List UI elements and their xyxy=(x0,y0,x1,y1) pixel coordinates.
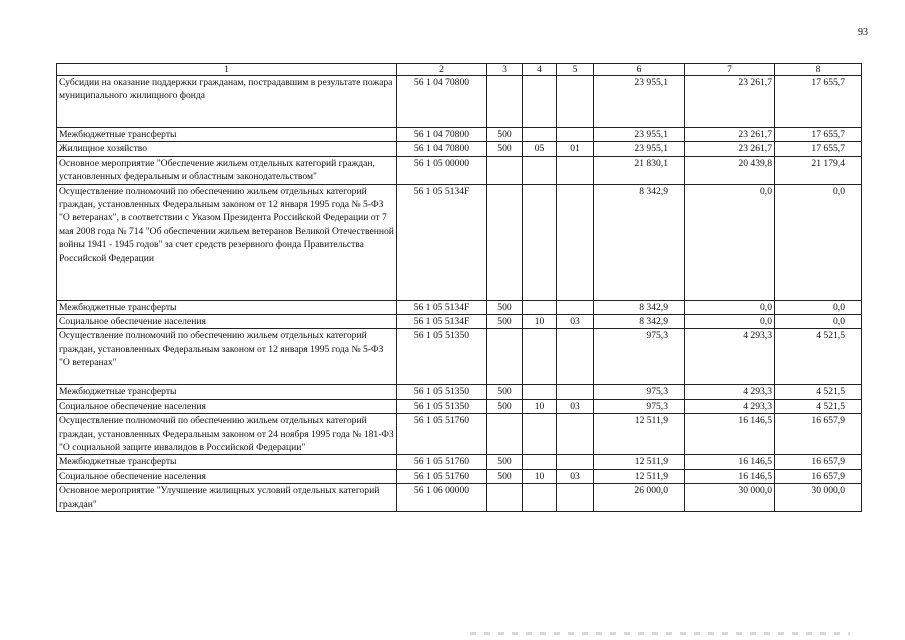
row-pr: 01 xyxy=(557,142,594,156)
row-code: 56 1 05 51350 xyxy=(397,399,487,413)
table-row xyxy=(57,469,862,483)
table-row xyxy=(57,128,862,142)
row-value-6: 975,3 xyxy=(594,329,685,385)
row-value-8: 0,0 xyxy=(775,315,862,329)
table-row xyxy=(57,142,862,156)
row-code: 56 1 05 51760 xyxy=(397,455,487,469)
row-value-7: 16 146,5 xyxy=(685,455,775,469)
row-code: 56 1 06 00000 xyxy=(397,484,487,512)
table-row xyxy=(57,399,862,413)
row-value-7: 0,0 xyxy=(685,315,775,329)
row-pr: 03 xyxy=(557,399,594,413)
row-rz: 10 xyxy=(523,469,557,483)
row-rz: 10 xyxy=(523,315,557,329)
row-rz xyxy=(523,156,557,184)
row-name: Социальное обеспечение населения xyxy=(57,399,397,413)
table-row xyxy=(57,484,862,512)
row-rz: 05 xyxy=(523,142,557,156)
row-rz xyxy=(523,300,557,314)
row-vr xyxy=(487,414,523,455)
header-col-7: 7 xyxy=(685,64,775,76)
header-col-4: 4 xyxy=(523,64,557,76)
row-rz xyxy=(523,455,557,469)
row-value-6: 23 955,1 xyxy=(594,76,685,128)
row-name: Основное мероприятие "Улучшение жилищных условий отдельных категорий граждан" xyxy=(57,484,397,512)
row-rz xyxy=(523,329,557,385)
table-row xyxy=(57,385,862,399)
row-pr xyxy=(557,455,594,469)
row-rz xyxy=(523,128,557,142)
header-col-1: 1 xyxy=(57,64,397,76)
row-value-6: 12 511,9 xyxy=(594,469,685,483)
row-vr: 500 xyxy=(487,128,523,142)
row-value-6: 8 342,9 xyxy=(594,184,685,300)
row-name: Осуществление полномочий по обеспечению жильем отдельных категорий граждан, установленных Федеральным законом от 24 ноября 1995 года № 181-ФЗ "О социальной защите инвалидов в Российской Федерации" xyxy=(57,414,397,455)
row-value-8: 16 657,9 xyxy=(775,455,862,469)
row-value-6: 26 000,0 xyxy=(594,484,685,512)
page-number: 93 xyxy=(858,27,868,38)
row-code: 56 1 05 51760 xyxy=(397,469,487,483)
row-name: Межбюджетные трансферты xyxy=(57,128,397,142)
row-pr: 03 xyxy=(557,469,594,483)
row-value-6: 23 955,1 xyxy=(594,128,685,142)
row-value-7: 4 293,3 xyxy=(685,329,775,385)
row-name: Межбюджетные трансферты xyxy=(57,455,397,469)
row-vr xyxy=(487,156,523,184)
row-pr xyxy=(557,329,594,385)
table-row xyxy=(57,329,862,385)
row-pr xyxy=(557,385,594,399)
row-vr xyxy=(487,184,523,300)
row-name: Социальное обеспечение населения xyxy=(57,315,397,329)
row-value-6: 975,3 xyxy=(594,385,685,399)
row-value-7: 16 146,5 xyxy=(685,469,775,483)
row-vr xyxy=(487,329,523,385)
row-value-7: 4 293,3 xyxy=(685,399,775,413)
row-name: Субсидии на оказание поддержки гражданам, пострадавшим в результате пожара муниципального жилищного фонда xyxy=(57,76,397,128)
row-name: Социальное обеспечение населения xyxy=(57,469,397,483)
row-code: 56 1 05 5134F xyxy=(397,184,487,300)
row-pr xyxy=(557,128,594,142)
header-col-2: 2 xyxy=(397,64,487,76)
row-pr xyxy=(557,414,594,455)
row-value-6: 12 511,9 xyxy=(594,414,685,455)
row-value-8: 30 000,0 xyxy=(775,484,862,512)
row-value-7: 23 261,7 xyxy=(685,76,775,128)
row-value-8: 16 657,9 xyxy=(775,469,862,483)
row-pr xyxy=(557,76,594,128)
table-row xyxy=(57,414,862,455)
row-value-7: 23 261,7 xyxy=(685,128,775,142)
row-vr: 500 xyxy=(487,300,523,314)
header-col-8: 8 xyxy=(775,64,862,76)
row-vr: 500 xyxy=(487,315,523,329)
row-pr: 03 xyxy=(557,315,594,329)
row-code: 56 1 04 70800 xyxy=(397,142,487,156)
row-value-8: 17 655,7 xyxy=(775,128,862,142)
row-code: 56 1 05 5134F xyxy=(397,315,487,329)
budget-table xyxy=(56,63,862,512)
table-row xyxy=(57,315,862,329)
row-code: 56 1 05 51350 xyxy=(397,385,487,399)
row-value-8: 16 657,9 xyxy=(775,414,862,455)
row-value-8: 4 521,5 xyxy=(775,385,862,399)
row-vr: 500 xyxy=(487,385,523,399)
header-col-3: 3 xyxy=(487,64,523,76)
table-row xyxy=(57,76,862,128)
row-value-8: 0,0 xyxy=(775,300,862,314)
row-vr: 500 xyxy=(487,142,523,156)
row-value-6: 8 342,9 xyxy=(594,300,685,314)
row-value-7: 0,0 xyxy=(685,300,775,314)
row-code: 56 1 05 5134F xyxy=(397,300,487,314)
row-vr xyxy=(487,484,523,512)
row-rz xyxy=(523,385,557,399)
row-value-7: 16 146,5 xyxy=(685,414,775,455)
row-code: 56 1 04 70800 xyxy=(397,76,487,128)
row-value-6: 8 342,9 xyxy=(594,315,685,329)
row-value-8: 21 179,4 xyxy=(775,156,862,184)
row-rz: 10 xyxy=(523,399,557,413)
header-col-6: 6 xyxy=(594,64,685,76)
row-vr: 500 xyxy=(487,469,523,483)
row-value-6: 12 511,9 xyxy=(594,455,685,469)
row-value-8: 17 655,7 xyxy=(775,76,862,128)
header-row xyxy=(57,64,862,76)
row-value-7: 20 439,8 xyxy=(685,156,775,184)
row-vr: 500 xyxy=(487,455,523,469)
row-name: Жилищное хозяйство xyxy=(57,142,397,156)
row-pr xyxy=(557,484,594,512)
row-name: Межбюджетные трансферты xyxy=(57,385,397,399)
row-name: Осуществление полномочий по обеспечению жильем отдельных категорий граждан, установленных Федеральным законом от 12 января 1995 года № 5-ФЗ "О ветеранах" xyxy=(57,329,397,385)
row-value-8: 4 521,5 xyxy=(775,399,862,413)
row-value-8: 17 655,7 xyxy=(775,142,862,156)
row-vr xyxy=(487,76,523,128)
row-value-7: 0,0 xyxy=(685,184,775,300)
table-row xyxy=(57,184,862,300)
row-value-7: 30 000,0 xyxy=(685,484,775,512)
row-rz xyxy=(523,184,557,300)
row-value-6: 23 955,1 xyxy=(594,142,685,156)
row-code: 56 1 05 51350 xyxy=(397,329,487,385)
row-rz xyxy=(523,484,557,512)
scan-artifact-marks xyxy=(470,632,850,635)
row-name: Осуществление полномочий по обеспечению жильем отдельных категорий граждан, установленных Федеральным законом от 12 января 1995 года № 5-ФЗ "О ветеранах", в соответствии с Указом Президента Российской Федерации от 7 мая 2008 года № 714 "Об обеспечении жильем ветеранов Великой Отечественной войны 1941 - 1945 годов" за счет средств резервного фонда Правительства Российской Федерации xyxy=(57,184,397,300)
table-row xyxy=(57,300,862,314)
row-name: Основное мероприятие "Обеспечение жильем отдельных категорий граждан, установленных федеральным и областным законодательством" xyxy=(57,156,397,184)
row-code: 56 1 04 70800 xyxy=(397,128,487,142)
table-row xyxy=(57,156,862,184)
row-value-6: 21 830,1 xyxy=(594,156,685,184)
row-pr xyxy=(557,184,594,300)
row-value-6: 975,3 xyxy=(594,399,685,413)
row-value-8: 4 521,5 xyxy=(775,329,862,385)
row-pr xyxy=(557,300,594,314)
row-rz xyxy=(523,76,557,128)
row-vr: 500 xyxy=(487,399,523,413)
row-code: 56 1 05 00000 xyxy=(397,156,487,184)
row-name: Межбюджетные трансферты xyxy=(57,300,397,314)
row-value-7: 23 261,7 xyxy=(685,142,775,156)
row-code: 56 1 05 51760 xyxy=(397,414,487,455)
table-row xyxy=(57,455,862,469)
row-value-8: 0,0 xyxy=(775,184,862,300)
header-col-5: 5 xyxy=(557,64,594,76)
row-pr xyxy=(557,156,594,184)
row-rz xyxy=(523,414,557,455)
row-value-7: 4 293,3 xyxy=(685,385,775,399)
